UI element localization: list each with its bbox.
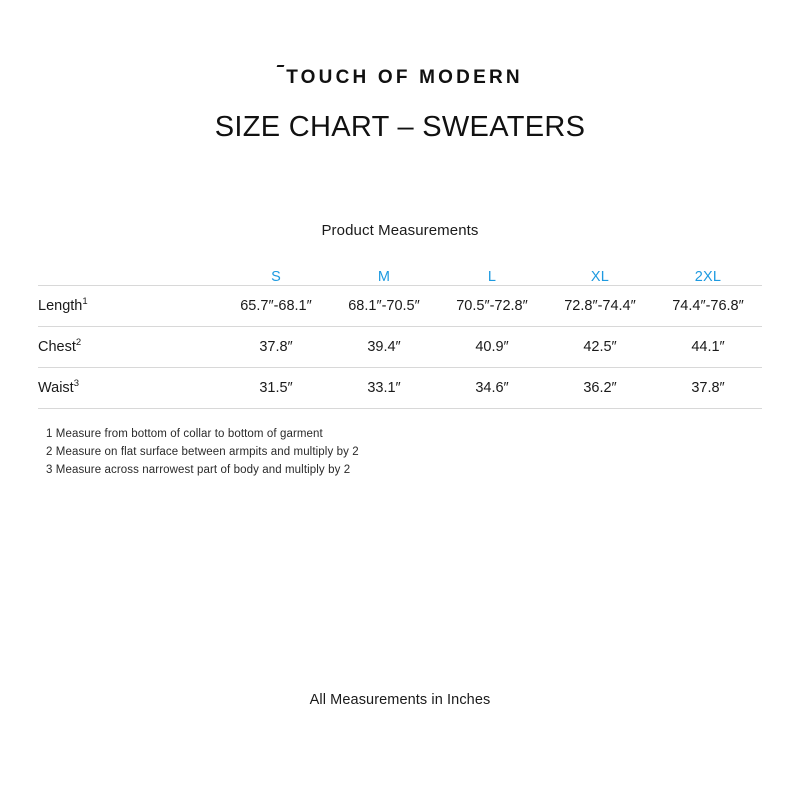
- cell-chest-2xl: 44.1″: [691, 339, 725, 355]
- page-title: SIZE CHART – SWEATERS: [214, 111, 586, 143]
- table-body: [38, 286, 762, 409]
- note-3: 3 Measure across narrowest part of body and multiply by 2: [46, 464, 351, 476]
- row-label-chest: [38, 327, 222, 368]
- row-label-text: Waist: [38, 380, 74, 396]
- measurements-table-wrapper: [38, 269, 762, 409]
- note-1: 1 Measure from bottom of collar to bottom of garment: [46, 428, 323, 440]
- table-header: [38, 269, 762, 286]
- cell-length-xl: 72.8″-74.4″: [564, 298, 636, 314]
- brand-logo: [277, 68, 523, 87]
- row-label-text: Length: [38, 298, 83, 314]
- row-note-ref: 2: [75, 337, 82, 349]
- footer-note: All Measurements in Inches: [309, 692, 491, 708]
- cell-waist-s: 31.5″: [259, 380, 293, 396]
- cell-chest-s: 37.8″: [259, 339, 293, 355]
- column-header-s: S: [271, 269, 281, 285]
- cell-chest-m: 39.4″: [367, 339, 401, 355]
- cell-chest-l: 40.9″: [475, 339, 509, 355]
- measurement-notes: [38, 425, 762, 479]
- cell-chest-xl: 42.5″: [583, 339, 617, 355]
- measurements-table: [38, 269, 762, 409]
- table-row: [38, 368, 762, 409]
- column-header-xl: XL: [590, 269, 610, 285]
- cell-waist-xl: 36.2″: [583, 380, 617, 396]
- column-header-m: M: [377, 269, 391, 285]
- row-label-text: Chest: [38, 339, 76, 355]
- column-header-label: [38, 269, 222, 286]
- cell-waist-2xl: 37.8″: [691, 380, 725, 396]
- cell-waist-l: 34.6″: [475, 380, 509, 396]
- slash-icon: [277, 65, 284, 72]
- row-note-ref: 3: [73, 378, 80, 390]
- row-note-ref: 1: [82, 296, 88, 308]
- table-header-row: [38, 269, 762, 286]
- cell-waist-m: 33.1″: [367, 380, 401, 396]
- row-label-waist: [38, 368, 222, 409]
- note-2: 2 Measure on flat surface between armpits and multiply by 2: [46, 446, 359, 458]
- table-row: [38, 327, 762, 368]
- table-row: [38, 286, 762, 327]
- section-heading: Product Measurements: [321, 222, 479, 239]
- cell-length-2xl: 74.4″-76.8″: [672, 298, 744, 314]
- column-header-2xl: 2XL: [694, 269, 722, 285]
- brand-name: TOUCH OF MODERN: [286, 67, 523, 88]
- cell-length-m: 68.1″-70.5″: [348, 298, 420, 314]
- row-label-length: [38, 286, 222, 327]
- column-header-l: L: [487, 269, 497, 285]
- cell-length-l: 70.5″-72.8″: [456, 298, 528, 314]
- cell-length-s: 65.7″-68.1″: [240, 298, 312, 314]
